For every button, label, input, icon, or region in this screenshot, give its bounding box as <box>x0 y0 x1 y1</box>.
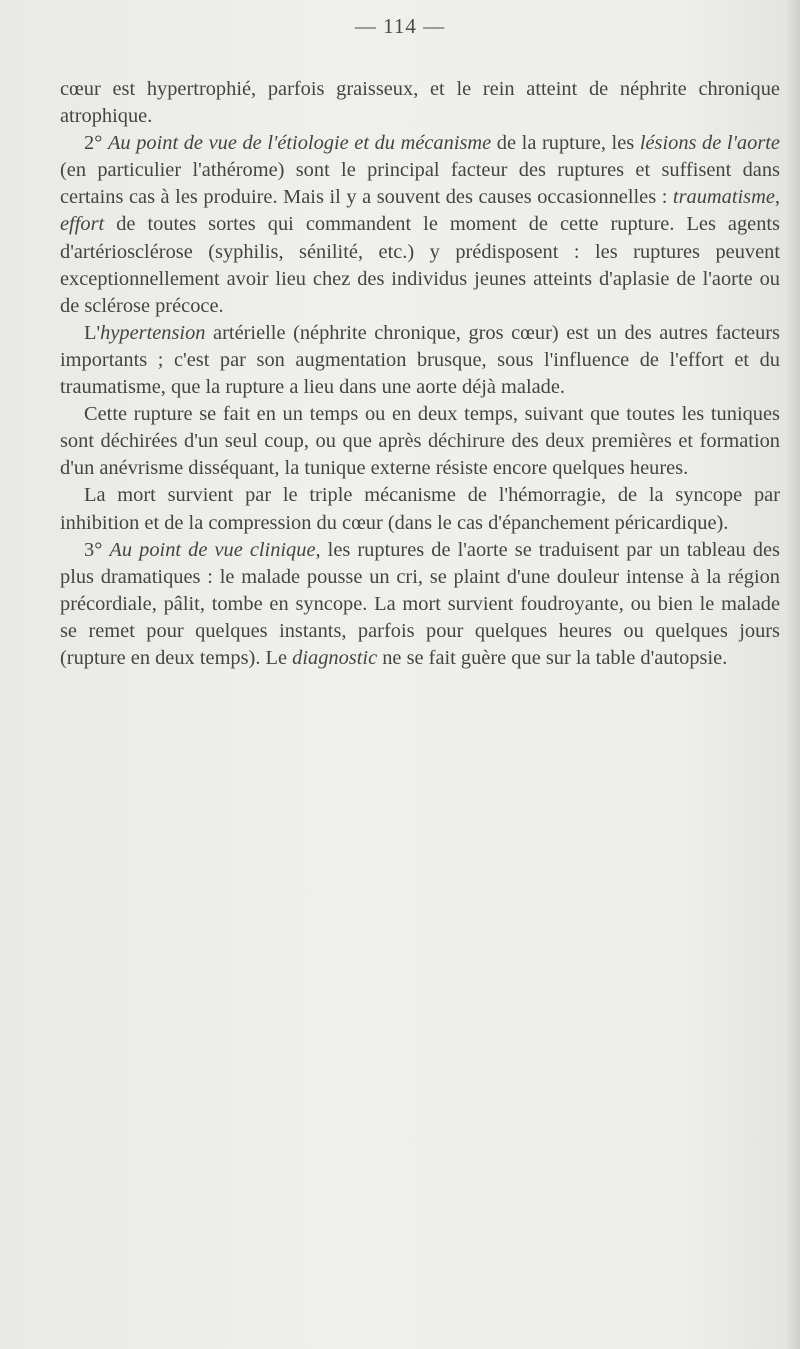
paragraph-hypertension <box>60 320 780 401</box>
italic-run: lésions de l'aorte <box>639 132 780 155</box>
text-run: ne se fait guère que sur la table d'autopsie. <box>377 646 728 669</box>
italic-run: diagnostic <box>292 646 378 669</box>
text-run: de la rupture, les <box>491 132 640 155</box>
text-run: , <box>774 186 780 209</box>
text-run: cœur est hypertrophié, parfois graisseux, et le rein atteint de néphrite chronique atrophique. <box>60 78 780 128</box>
text-run: artérielle (néphrite chronique, gros cœur) est un des autres facteurs importants ; c'est par son augmentation brusque, sous l'influence de l'effort et du traumatisme, que la rupture a lieu dans une aorte déjà malade. <box>60 321 780 399</box>
text-run: de toutes sortes qui commandent le moment de cette rupture. Les agents d'artériosclérose (syphilis, sénilité, etc.) y prédisposent : les ruptures peuvent exceptionnellement avoir lieu chez des individus jeunes atteints d'aplasie de l'aorte ou de sclérose précoce. <box>60 213 780 317</box>
page-number: — 114 — <box>354 14 446 38</box>
italic-run: hypertension <box>100 321 206 344</box>
paragraph-rupture-mechanism <box>60 401 780 482</box>
body-text <box>60 76 780 672</box>
text-run: 3° <box>84 538 110 561</box>
italic-run: effort <box>60 213 105 236</box>
paragraph-continuation <box>60 76 780 130</box>
text-run: , les ruptures de l'aorte se traduisent par un tableau des plus dramatiques : le malade pousse un cri, se plaint d'une douleur intense à la région précordiale, pâlit, tombe en syncope. La mort survient foudroyante, ou bien le malade se remet pour quelques instants, parfois pour quelques heures ou quelques jours (rupture en deux temps). Le <box>60 538 780 669</box>
text-run: La mort survient par le triple mécanisme de l'hémorragie, de la syncope par inhibition et de la compression du cœur (dans le cas d'épanchement péricardique). <box>60 484 780 534</box>
text-run: Cette rupture se fait en un temps ou en deux temps, suivant que toutes les tuniques sont déchirées d'un seul coup, ou que après déchirure des deux premières et formation d'un anévrisme disséquant, la tunique externe résiste encore quelques heures. <box>60 403 780 480</box>
text-run: (en particulier l'athérome) sont le principal facteur des ruptures et suffisent dans certains cas à les produire. Mais il y a souvent des causes occasionnelles : <box>60 159 780 209</box>
paragraph-etiology <box>60 130 780 320</box>
page-edge-shadow <box>786 0 800 1349</box>
paragraph-death <box>60 482 780 536</box>
italic-run: traumatisme <box>672 186 775 209</box>
text-run: 2° <box>84 132 108 155</box>
italic-run: Au point de vue de l'étiologie et du mécanisme <box>107 132 492 155</box>
italic-run: Au point de vue clinique <box>109 538 316 561</box>
text-run: L' <box>84 321 101 344</box>
paragraph-clinical <box>60 537 780 672</box>
